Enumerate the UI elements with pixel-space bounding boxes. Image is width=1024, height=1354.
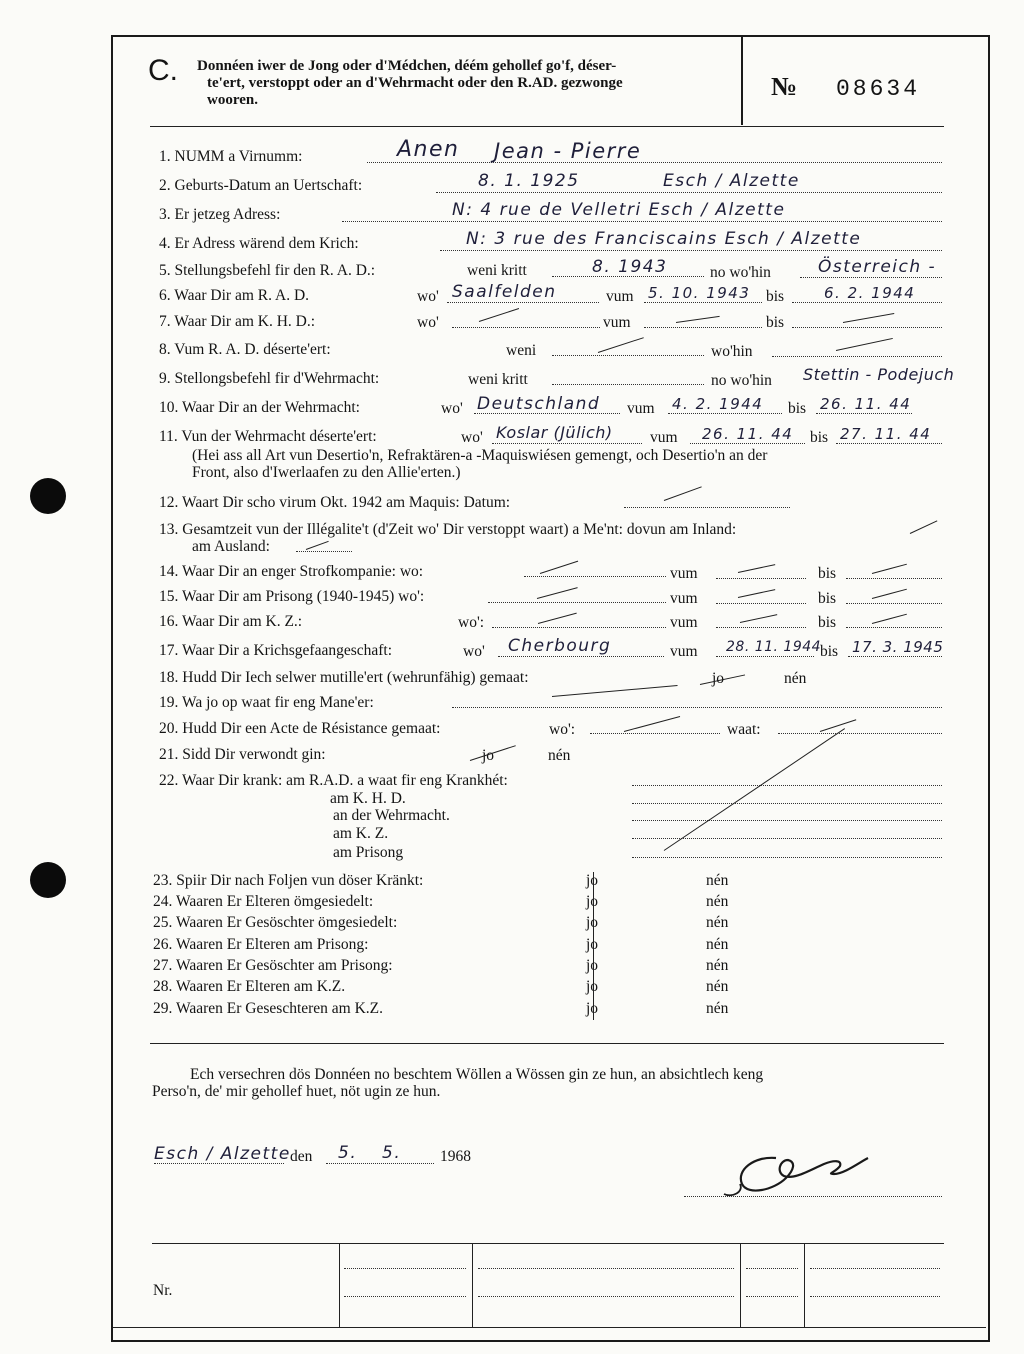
item-23: 23. Spiir Dir nach Foljen vun döser Kränkt: [153,872,424,889]
declaration-line-1: Ech versechren dös Donnéen no beschtem Wöllen a Wössen gin ze hun, an absichtlech keng [190,1066,764,1083]
field-rad-where: Saalfelden [452,282,557,302]
item-1: 1. NUMM a Virnumm: [159,148,303,165]
signature [684,1140,946,1202]
field-pow-where: Cherbourg [508,636,612,656]
item-2: 2. Geburts-Datum an Uertschaft: [159,177,363,194]
no-option: nén [706,936,729,953]
item-5: 5. Stellungsbefehl fir den R. A. D.: [159,262,376,279]
no-option: nén [706,1000,729,1017]
field-rad-order-date: 8. 1943 [592,257,668,277]
punch-hole [30,478,66,514]
header-text: Donnéen iwer de Jong oder d'Médchen, déém gehollef go'f, déser- te'ert, verstoppt oder an d'Wehrmacht oder den R.AD. gezwonge wooren. [197,58,623,108]
header-rule [150,126,944,127]
field-rad-until: 6. 2. 1944 [824,284,916,302]
field-rad-from: 5. 10. 1943 [648,284,751,302]
item-19: 19. Wa jo op waat fir eng Mane'er: [159,694,374,711]
item-21: 21. Sidd Dir verwondt gin: [159,746,326,763]
yes-option: jo [586,893,599,910]
declaration-line-2: Perso'n, de' mir gehollef huet, nöt ugin ze hun. [152,1083,441,1100]
item-4: 4. Er Adress wärend dem Krich: [159,235,359,252]
signature-day: 5. [338,1143,358,1163]
item-17: 17. Waar Dir a Krichsgefaangeschaft: [159,642,393,659]
section-letter: C. [148,54,178,87]
footer-table-top [152,1243,944,1244]
yes-option: jo [586,936,599,953]
item-12: 12. Waart Dir scho virum Okt. 1942 am Maquis: Datum: [159,494,511,511]
yes-option: jo [586,978,599,995]
item-8: 8. Vum R. A. D. déserte'ert: [159,341,331,358]
item-16: 16. Waar Dir am K. Z.: [159,613,303,630]
no-option: nén [706,872,729,889]
field-pow-until: 17. 3. 1945 [852,638,944,656]
item-3: 3. Er jetzeg Adress: [159,206,281,223]
form-number: 08634 [836,76,921,102]
item-9: 9. Stellongsbefehl fir d'Wehrmacht: [159,370,380,387]
signature-scribble [684,1140,946,1202]
item-11-note-1: (Hei ass all Art vun Desertio'n, Refraktären-a -Maquiswiésen gemengt, och Desertio'n an der [192,447,768,464]
item-28: 28. Waaren Er Elteren am K.Z. [153,978,346,995]
field-desertion-until: 27. 11. 44 [840,425,932,443]
item-22: 22. Waar Dir krank: am R.A.D. a waat fir eng Krankhét: [159,772,508,789]
field-name: Anen [397,137,460,162]
item-14: 14. Waar Dir an enger Strofkompanie: wo: [159,563,424,580]
field-birth-date: 8. 1. 1925 [478,171,580,191]
item-26: 26. Waaren Er Elteren am Prisong: [153,936,369,953]
field-war-address: N: 3 rue des Franciscains Esch / Alzette [466,229,862,249]
no-option: nén [706,957,729,974]
signature-year: 1968 [440,1148,471,1165]
field-wehrmacht-from: 4. 2. 1944 [672,395,764,413]
footer-table-bottom [113,1327,986,1328]
yes-option: jo [586,957,599,974]
no-option: nén [706,914,729,931]
nr-label: Nr. [153,1282,173,1299]
strike-mark-jo-column [593,872,594,1020]
field-rad-order-destination: Österreich - [818,257,937,277]
field-wehrmacht-until: 26. 11. 44 [820,395,912,413]
item-6: 6. Waar Dir am R. A. D. [159,287,310,304]
item-29: 29. Waaren Er Geseschteren am K.Z. [153,1000,384,1017]
item-20: 20. Hudd Dir een Acte de Résistance gemaat: [159,720,441,737]
yes-option: jo [586,914,599,931]
item-11: 11. Vun der Wehrmacht déserte'ert: [159,428,377,445]
item-27: 27. Waaren Er Gesöschter am Prisong: [153,957,393,974]
field-current-address: N: 4 rue de Velletri Esch / Alzette [452,200,786,220]
no-option: nén [706,893,729,910]
field-desertion-from: 26. 11. 44 [702,425,794,443]
field-desertion-where: Koslar (Jülich) [496,423,613,442]
item-13: 13. Gesamtzeit vun der Illégalite't (d'Zeit wo' Dir verstoppt waart) a Me'nt: dovun am Inland: [159,521,737,538]
number-sign: № [771,72,798,101]
item-24: 24. Waaren Er Elteren ömgesiedelt: [153,893,374,910]
declaration-rule [150,1043,944,1044]
field-wehrmacht-order-destination: Stettin - Podejuch [803,365,955,384]
item-15: 15. Waar Dir am Prisong (1940-1945) wo': [159,588,425,605]
yes-option: jo [586,1000,599,1017]
item-18: 18. Hudd Dir Iech selwer mutille'ert (wehrunfähig) gemaat: [159,669,529,686]
item-25: 25. Waaren Er Gesöschter ömgesiedelt: [153,914,398,931]
field-wehrmacht-where: Deutschland [477,394,601,414]
yes-option: jo [586,872,599,889]
field-pow-from: 28. 11. 1944 [726,639,822,655]
signature-place: Esch / Alzette [154,1144,291,1164]
field-birth-place: Esch / Alzette [663,171,800,191]
field-firstname: Jean - Pierre [494,139,642,163]
punch-hole [30,862,66,898]
item-10: 10. Waar Dir an der Wehrmacht: [159,399,360,416]
svg-text:Anen: Anen [834,1192,854,1202]
item-7: 7. Waar Dir am K. H. D.: [159,313,316,330]
item-11-note-2: Front, also d'Iwerlaafen zu den Allie'erten.) [192,464,461,481]
signature-month: 5. [382,1143,402,1163]
no-option: nén [706,978,729,995]
